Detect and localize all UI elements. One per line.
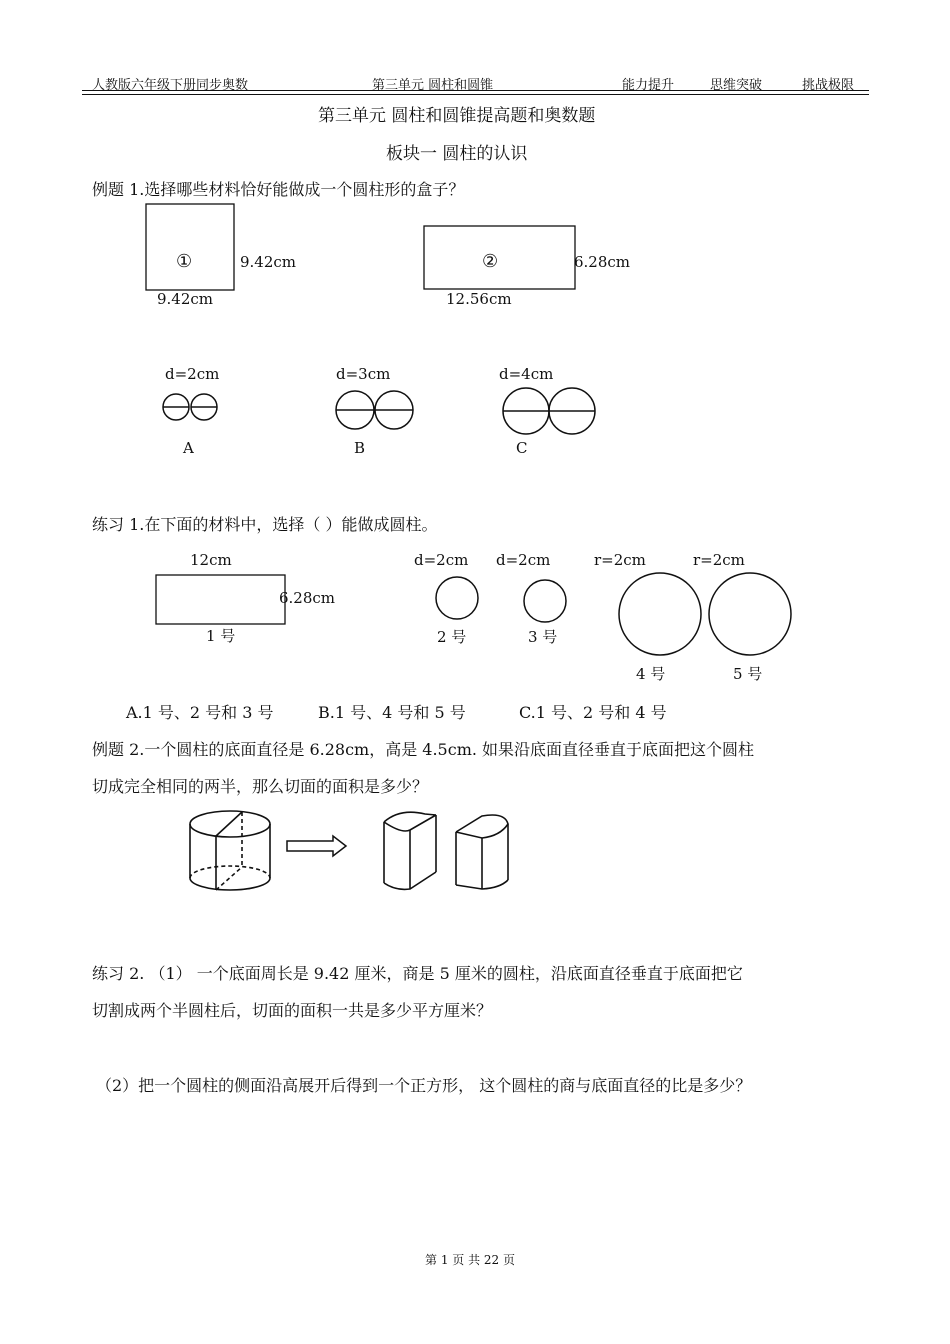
page-title: 第三单元 圆柱和圆锥提高题和奥数题 — [318, 106, 596, 126]
rect-2-side-length: 6.28cm — [574, 253, 631, 271]
page-number: 第 1 页 共 22 页 — [425, 1253, 515, 1267]
arrow-icon — [287, 836, 346, 856]
material-circle-3 — [524, 580, 566, 622]
rect-2-mark: ② — [482, 251, 499, 272]
circle-pair-C — [503, 388, 595, 434]
rect-1-side-length: 6.28cm — [279, 589, 336, 607]
circle-3-name: 3 号 — [528, 628, 558, 646]
half-cylinder-right — [456, 815, 508, 889]
option-letter-B: B — [354, 439, 366, 457]
header-unit: 第三单元 圆柱和圆锥 — [372, 78, 494, 93]
material-rect-1 — [156, 575, 285, 624]
circle-B-diameter: d=3cm — [336, 365, 391, 383]
choice-C: C.1 号、2 号和 4 号 — [519, 703, 667, 722]
circle-2-name: 2 号 — [437, 628, 467, 646]
circle-2-diameter: d=2cm — [414, 551, 469, 569]
cylinder-illustration — [190, 811, 270, 890]
example2-line1: 例题 2.一个圆柱的底面直径是 6.28cm，高是 4.5cm. 如果沿底面直径垂直于底面把这个圆柱 — [92, 740, 755, 759]
circle-A-diameter: d=2cm — [165, 365, 220, 383]
header-tag-ability: 能力提升 — [622, 78, 675, 93]
circle-3-diameter: d=2cm — [496, 551, 551, 569]
choice-A: A.1 号、2 号和 3 号 — [126, 703, 274, 722]
material-rect-2 — [424, 226, 575, 289]
rect-2-bottom-length: 12.56cm — [446, 290, 512, 308]
choice-B: B.1 号、4 号和 5 号 — [318, 703, 466, 722]
square-1-mark: ① — [176, 251, 193, 272]
circle-pair-B — [336, 391, 413, 429]
half-cylinder-left — [384, 812, 436, 889]
material-circle-2 — [436, 577, 478, 619]
practice2-line1: 练习 2. （1） 一个底面周长是 9.42 厘米，商是 5 厘米的圆柱，沿底面直径垂直于底面把它 — [92, 964, 743, 983]
material-square-1 — [146, 204, 234, 290]
rect-1-top-length: 12cm — [190, 551, 232, 569]
option-letter-A: A — [183, 439, 194, 457]
circle-pair-A — [163, 394, 217, 420]
header-tag-thinking: 思维突破 — [710, 78, 763, 93]
rect-1-name: 1 号 — [206, 627, 236, 645]
practice2-part2: （2）把一个圆柱的侧面沿高展开后得到一个正方形， 这个圆柱的商与底面直径的比是多少？ — [96, 1076, 752, 1095]
square-1-side-length: 9.42cm — [240, 253, 297, 271]
practice1-question: 练习 1.在下面的材料中，选择（ ）能做成圆柱。 — [92, 515, 438, 534]
circle-C-diameter: d=4cm — [499, 365, 554, 383]
header-book-title: 人教版六年级下册同步奥数 — [92, 78, 249, 93]
circle-4-radius: r=2cm — [594, 551, 646, 569]
example2-line2: 切成完全相同的两半，那么切面的面积是多少？ — [92, 777, 429, 796]
practice2-line2: 切割成两个半圆柱后，切面的面积一共是多少平方厘米？ — [92, 1001, 493, 1020]
option-letter-C: C — [516, 439, 528, 457]
circle-4-name: 4 号 — [636, 665, 666, 683]
circle-5-radius: r=2cm — [693, 551, 745, 569]
section-title: 板块一 圆柱的认识 — [386, 144, 528, 164]
square-1-bottom-length: 9.42cm — [157, 290, 214, 308]
circle-5-name: 5 号 — [733, 665, 763, 683]
material-circle-5 — [709, 573, 791, 655]
header-tag-challenge: 挑战极限 — [802, 78, 855, 93]
material-circle-4 — [619, 573, 701, 655]
example1-question: 例题 1.选择哪些材料恰好能做成一个圆柱形的盒子？ — [92, 180, 465, 199]
